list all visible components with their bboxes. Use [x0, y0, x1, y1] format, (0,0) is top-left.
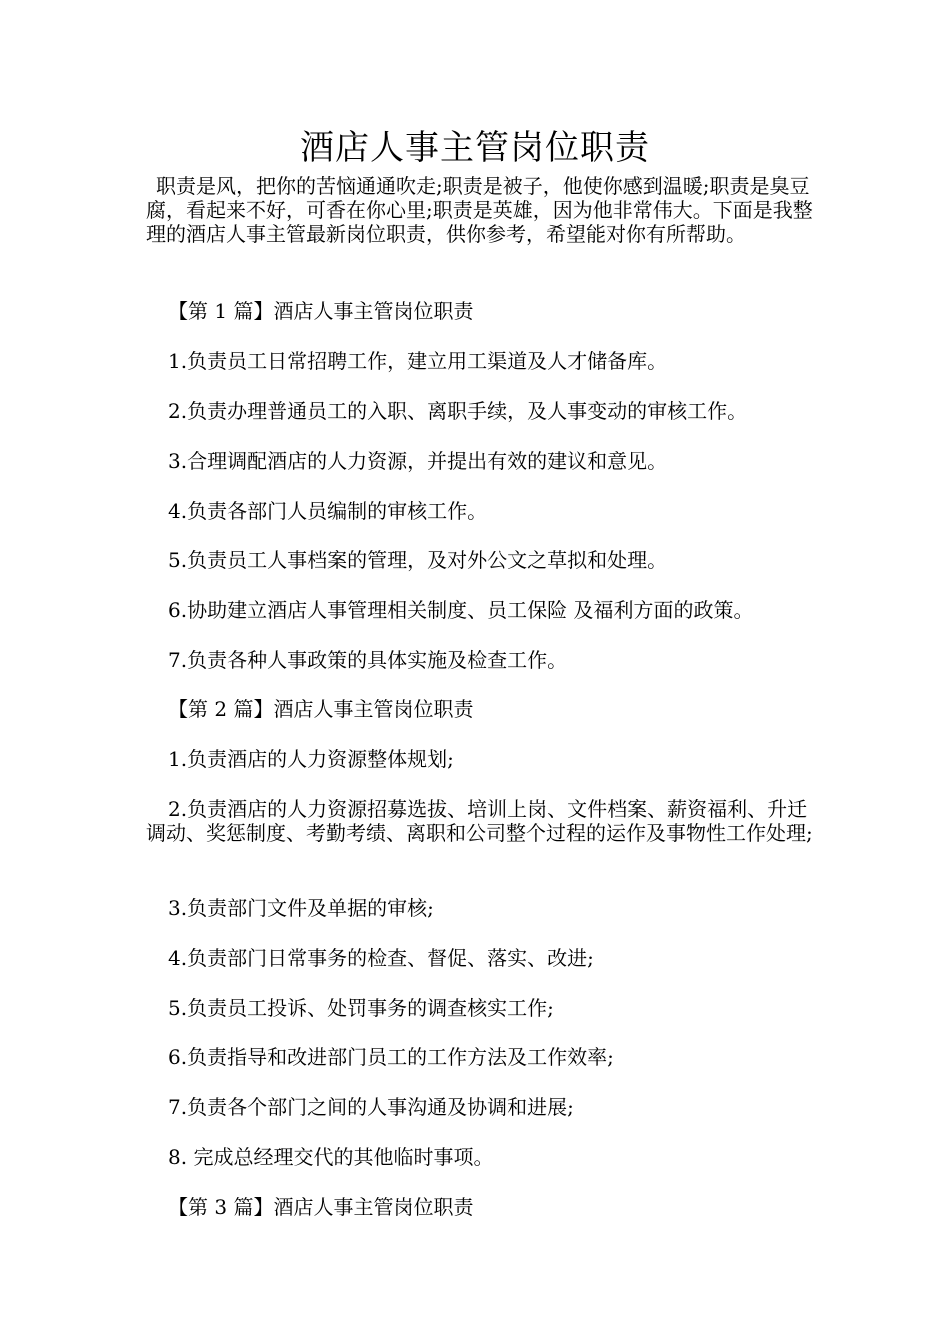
section-1-item-1: 1.负责员工日常招聘工作，建立用工渠道及人才储备库。 [168, 349, 668, 373]
section-1-item-4: 4.负责各部门人员编制的审核工作。 [168, 499, 488, 523]
section-1-item-2: 2.负责办理普通员工的入职、离职手续，及人事变动的审核工作。 [168, 399, 748, 423]
section-1-item-3: 3.合理调配酒店的人力资源，并提出有效的建议和意见。 [168, 449, 668, 473]
section-2-item-8: 8. 完成总经理交代的其他临时事项。 [168, 1145, 494, 1169]
section-2-heading: 【第 2 篇】酒店人事主管岗位职责 [168, 697, 474, 721]
section-3-heading: 【第 3 篇】酒店人事主管岗位职责 [168, 1195, 474, 1219]
section-2-item-6: 6.负责指导和改进部门员工的工作方法及工作效率; [168, 1045, 614, 1069]
section-1-item-6: 6.协助建立酒店人事管理相关制度、员工保险 及福利方面的政策。 [168, 598, 754, 622]
section-2-item-7: 7.负责各个部门之间的人事沟通及协调和进展; [168, 1095, 574, 1119]
section-1-item-5: 5.负责员工人事档案的管理，及对外公文之草拟和处理。 [168, 548, 668, 572]
document-title: 酒店人事主管岗位职责 [300, 128, 650, 168]
section-2-item-5: 5.负责员工投诉、处罚事务的调查核实工作; [168, 996, 554, 1020]
section-2-item-1: 1.负责酒店的人力资源整体规划; [168, 747, 454, 771]
intro-paragraph: 职责是风，把你的苦恼通通吹走;职责是被子，他使你感到温暖;职责是臭豆腐，看起来不好，可香在你心里;职责是英雄，因为他非常伟大。下面是我整理的酒店人事主管最新岗位职责，供你参考，希望能对你有所帮助。 [146, 174, 813, 246]
section-2-item-3: 3.负责部门文件及单据的审核; [168, 896, 434, 920]
section-1-item-7: 7.负责各种人事政策的具体实施及检查工作。 [168, 648, 568, 672]
section-2-item-2: 2.负责酒店的人力资源招募选拔、培训上岗、文件档案、薪资福利、升迁调动、奖惩制度、考勤考绩、离职和公司整个过程的运作及事物性工作处理; [146, 797, 813, 845]
section-2-item-4: 4.负责部门日常事务的检查、督促、落实、改进; [168, 946, 594, 970]
section-1-heading: 【第 1 篇】酒店人事主管岗位职责 [168, 299, 474, 323]
